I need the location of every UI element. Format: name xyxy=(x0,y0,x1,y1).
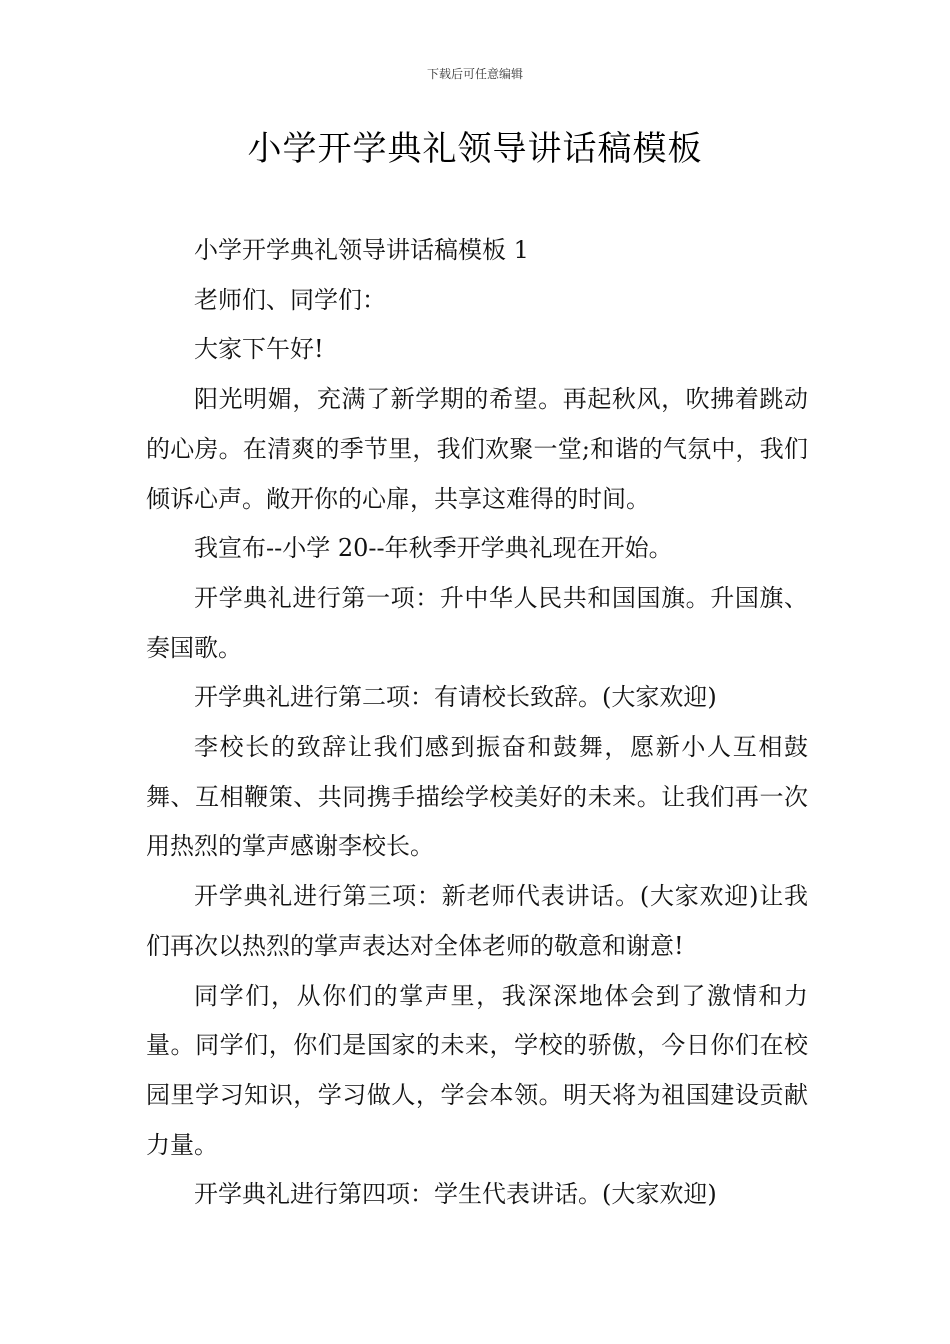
paragraph-subtitle: 小学开学典礼领导讲话稿模板 1 xyxy=(194,236,529,264)
paragraph: 李校长的致辞让我们感到振奋和鼓舞，愿新小人互相鼓舞、互相鞭策、共同携手描绘学校美好的未来。让我们再一次用热烈的掌声感谢李校长。 xyxy=(146,733,808,861)
paragraph-greeting: 大家下午好! xyxy=(194,335,324,364)
paragraph: 开学典礼进行第四项：学生代表讲话。(大家欢迎) xyxy=(194,1180,717,1209)
paragraph: 开学典礼进行第三项：新老师代表讲话。(大家欢迎)让我们再次以热烈的掌声表达对全体老师的敬意和谢意! xyxy=(146,882,808,960)
paragraph: 开学典礼进行第一项：升中华人民共和国国旗。升国旗、奏国歌。 xyxy=(146,583,808,662)
header-note: 下载后可任意编辑 xyxy=(426,67,523,81)
paragraph: 我宣布--小学 20--年秋季开学典礼现在开始。 xyxy=(194,534,673,563)
paragraph-salutation: 老师们、同学们： xyxy=(194,285,386,314)
paragraph: 同学们，从你们的掌声里，我深深地体会到了激情和力量。同学们，你们是国家的未来，学校的骄傲，今日你们在校园里学习知识，学习做人，学会本领。明天将为祖国建设贡献力量。 xyxy=(146,981,808,1159)
document-title: 小学开学典礼领导讲话稿模板 xyxy=(247,129,703,169)
document-body xyxy=(146,226,808,1220)
paragraph: 开学典礼进行第二项：有请校长致辞。(大家欢迎) xyxy=(194,683,717,712)
paragraph: 阳光明媚，充满了新学期的希望。再起秋风，吹拂着跳动的心房。在清爽的季节里，我们欢聚一堂;和谐的气氛中，我们倾诉心声。敞开你的心扉，共享这难得的时间。 xyxy=(146,385,808,513)
